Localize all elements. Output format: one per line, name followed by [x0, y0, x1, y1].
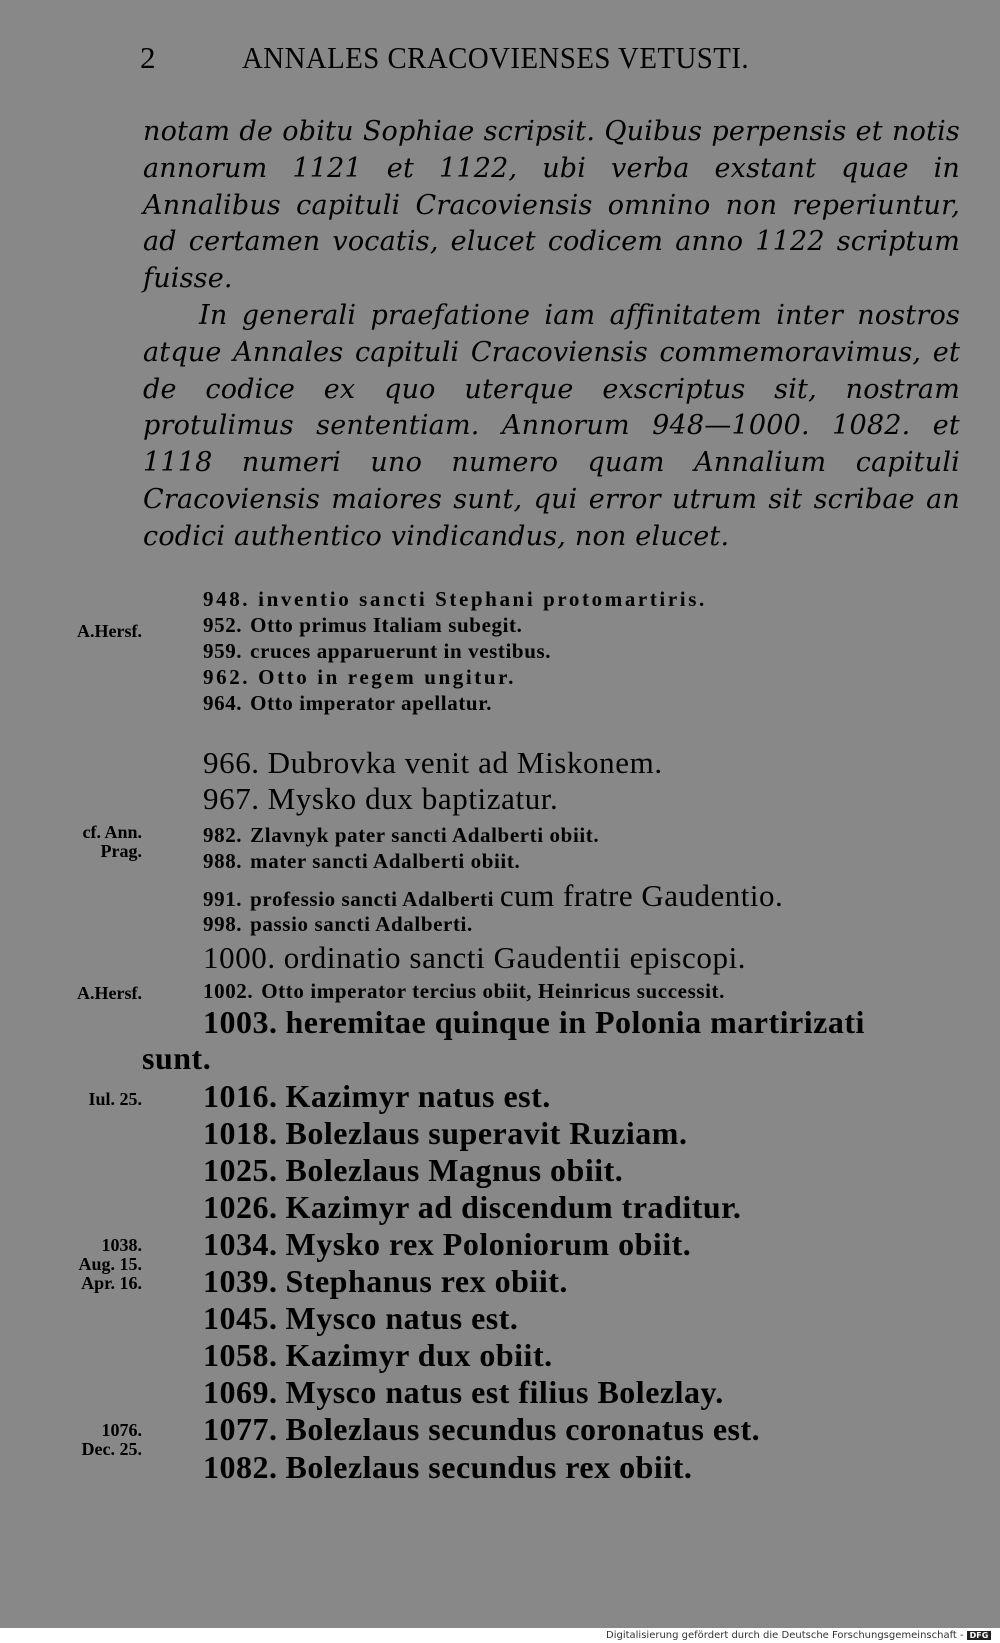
annal-entry	[203, 878, 783, 914]
annal-year: 1016.	[203, 1078, 278, 1114]
dfg-logo: DFG	[967, 1631, 992, 1640]
annal-text: Dubrovka venit ad Miskonem.	[267, 745, 663, 780]
margin-note	[52, 1236, 142, 1293]
margin-note	[52, 1090, 142, 1109]
annal-year: 1034.	[203, 1226, 278, 1262]
annal-year: 1018.	[203, 1115, 278, 1151]
annal-text: Kazimyr ad discendum traditur.	[285, 1189, 742, 1225]
annal-entry	[203, 849, 520, 874]
annal-year: 1045.	[203, 1300, 278, 1336]
annal-text-continued: cum fratre Gaudentio.	[499, 878, 784, 913]
margin-note	[52, 823, 142, 861]
margin-note-line: Aug. 15.	[78, 1254, 142, 1274]
annal-year: 967.	[203, 781, 260, 816]
annal-entry	[203, 1300, 518, 1337]
margin-note-line: Apr. 16.	[81, 1273, 142, 1293]
annal-text: Bolezlaus secundus coronatus est.	[285, 1411, 761, 1447]
annal-text: cruces apparuerunt in vestibus.	[250, 639, 552, 663]
annal-entry	[203, 745, 663, 781]
annal-year: 1058.	[203, 1337, 278, 1373]
annal-text: ordinatio sancti Gaudentii episcopi.	[283, 940, 747, 975]
annal-text: Mysco natus est filius Bolezlay.	[285, 1374, 724, 1410]
annal-year: 1025.	[203, 1152, 278, 1188]
annal-year: 966.	[203, 745, 260, 780]
annal-entry	[203, 691, 492, 716]
annal-year: 982.	[203, 823, 243, 847]
annal-text: Otto primus Italiam subegit.	[250, 613, 523, 637]
annal-year: 998.	[203, 912, 243, 936]
annal-entry	[203, 1226, 691, 1263]
annal-entry	[203, 1263, 568, 1300]
annal-entry	[203, 1189, 741, 1226]
annal-year: 988.	[203, 849, 243, 873]
annal-text: Zlavnyk pater sancti Adalberti obiit.	[250, 823, 600, 847]
annal-year: 1069.	[203, 1374, 278, 1410]
annal-text: Mysko dux baptizatur.	[267, 781, 559, 816]
annal-text: Kazimyr natus est.	[285, 1078, 551, 1114]
annal-text: Kazimyr dux obiit.	[285, 1337, 553, 1373]
margin-note-line: cf. Ann.	[82, 822, 142, 842]
annal-entry	[203, 1449, 692, 1486]
margin-note-line: Iul. 25.	[88, 1089, 142, 1109]
margin-note	[52, 622, 142, 641]
annal-entry	[203, 1115, 687, 1152]
intro-paragraph: In generali praefatione iam affinitatem inter nostros atque Annales capituli Cracoviensis commemoravimus, et de codice ex quo uterque exscriptus sit, nostram protulimus sententiam. Annorum 948—1000. 1082. et 1118 numeri uno numero quam Annalium capituli Cracoviensis maiores sunt, qui error utrum sit scribae an codici authentico vindicandus, non elucet.	[143, 299, 960, 552]
annal-text: Bolezlaus superavit Ruziam.	[285, 1115, 688, 1151]
annal-entry	[203, 1374, 724, 1411]
margin-note	[52, 1421, 142, 1459]
annal-entry	[203, 823, 599, 848]
annal-entry	[203, 1411, 760, 1448]
annal-text: Otto in regem ungitur.	[258, 665, 517, 689]
annal-year: 1082.	[203, 1449, 278, 1485]
credit-text: Digitalisierung gefördert durch die Deutsche Forschungsgemeinschaft -	[606, 1630, 964, 1641]
annal-text: Mysko rex Poloniorum obiit.	[285, 1226, 692, 1262]
annal-entry	[203, 1078, 551, 1115]
margin-note-line: A.Hersf.	[77, 983, 142, 1003]
annal-entry	[203, 639, 551, 664]
annal-entry	[203, 912, 473, 937]
annal-entry	[203, 979, 725, 1004]
margin-note-line: 1076.	[101, 1420, 142, 1440]
annal-entry	[203, 1152, 623, 1189]
annal-text: professio sancti Adalberti	[250, 887, 495, 911]
annal-year: 1002.	[203, 979, 254, 1003]
margin-note-line: A.Hersf.	[77, 621, 142, 641]
annal-text: inventio sancti Stephani protomartiris.	[258, 587, 707, 611]
annal-text: Bolezlaus Magnus obiit.	[285, 1152, 624, 1188]
margin-note-line: Prag.	[100, 841, 142, 861]
annal-text: heremitae quinque in Polonia martirizati	[285, 1004, 865, 1040]
annal-entry	[203, 587, 707, 612]
annal-text: Mysco natus est.	[285, 1300, 519, 1336]
annal-entry	[203, 940, 746, 976]
digitization-credit	[606, 1630, 991, 1643]
annal-year: 1039.	[203, 1263, 278, 1299]
margin-note	[52, 984, 142, 1003]
annal-text: mater sancti Adalberti obiit.	[250, 849, 521, 873]
margin-note-line: 1038.	[101, 1235, 142, 1255]
annal-text: Otto imperator tercius obiit, Heinricus successit.	[261, 979, 725, 1003]
intro-paragraph: notam de obitu Sophiae scripsit. Quibus perpensis et notis annorum 1121 et 1122, ubi verba exstant quae in Annalibus capituli Cracoviensis omnino non reperiuntur, ad certamen vocatis, elucet codicem anno 1122 scriptum fuisse.	[143, 116, 960, 295]
page-number: 2	[140, 40, 156, 75]
annal-entry	[203, 665, 516, 690]
annal-text: Otto imperator apellatur.	[250, 691, 493, 715]
annal-year: 962.	[203, 665, 251, 689]
annal-year: 1077.	[203, 1411, 278, 1447]
annal-year: 959.	[203, 639, 243, 663]
annal-text: Bolezlaus secundus rex obiit.	[285, 1449, 693, 1485]
annal-year: 952.	[203, 613, 243, 637]
annal-year: 1003.	[203, 1004, 278, 1040]
annal-entry	[203, 781, 558, 817]
annal-year: 964.	[203, 691, 243, 715]
annal-year: 991.	[203, 887, 243, 911]
annal-text: Stephanus rex obiit.	[285, 1263, 568, 1299]
annal-entry	[142, 1004, 865, 1076]
annal-text-continued: sunt.	[142, 1040, 212, 1076]
annal-year: 948.	[203, 587, 251, 611]
annal-year: 1026.	[203, 1189, 278, 1225]
annal-text: passio sancti Adalberti.	[250, 912, 473, 936]
annal-entry	[203, 613, 522, 638]
annal-entry	[203, 1337, 553, 1374]
running-title: ANNALES CRACOVIENSES VETUSTI.	[242, 40, 750, 75]
annal-year: 1000.	[203, 940, 276, 975]
margin-note-line: Dec. 25.	[81, 1439, 142, 1459]
